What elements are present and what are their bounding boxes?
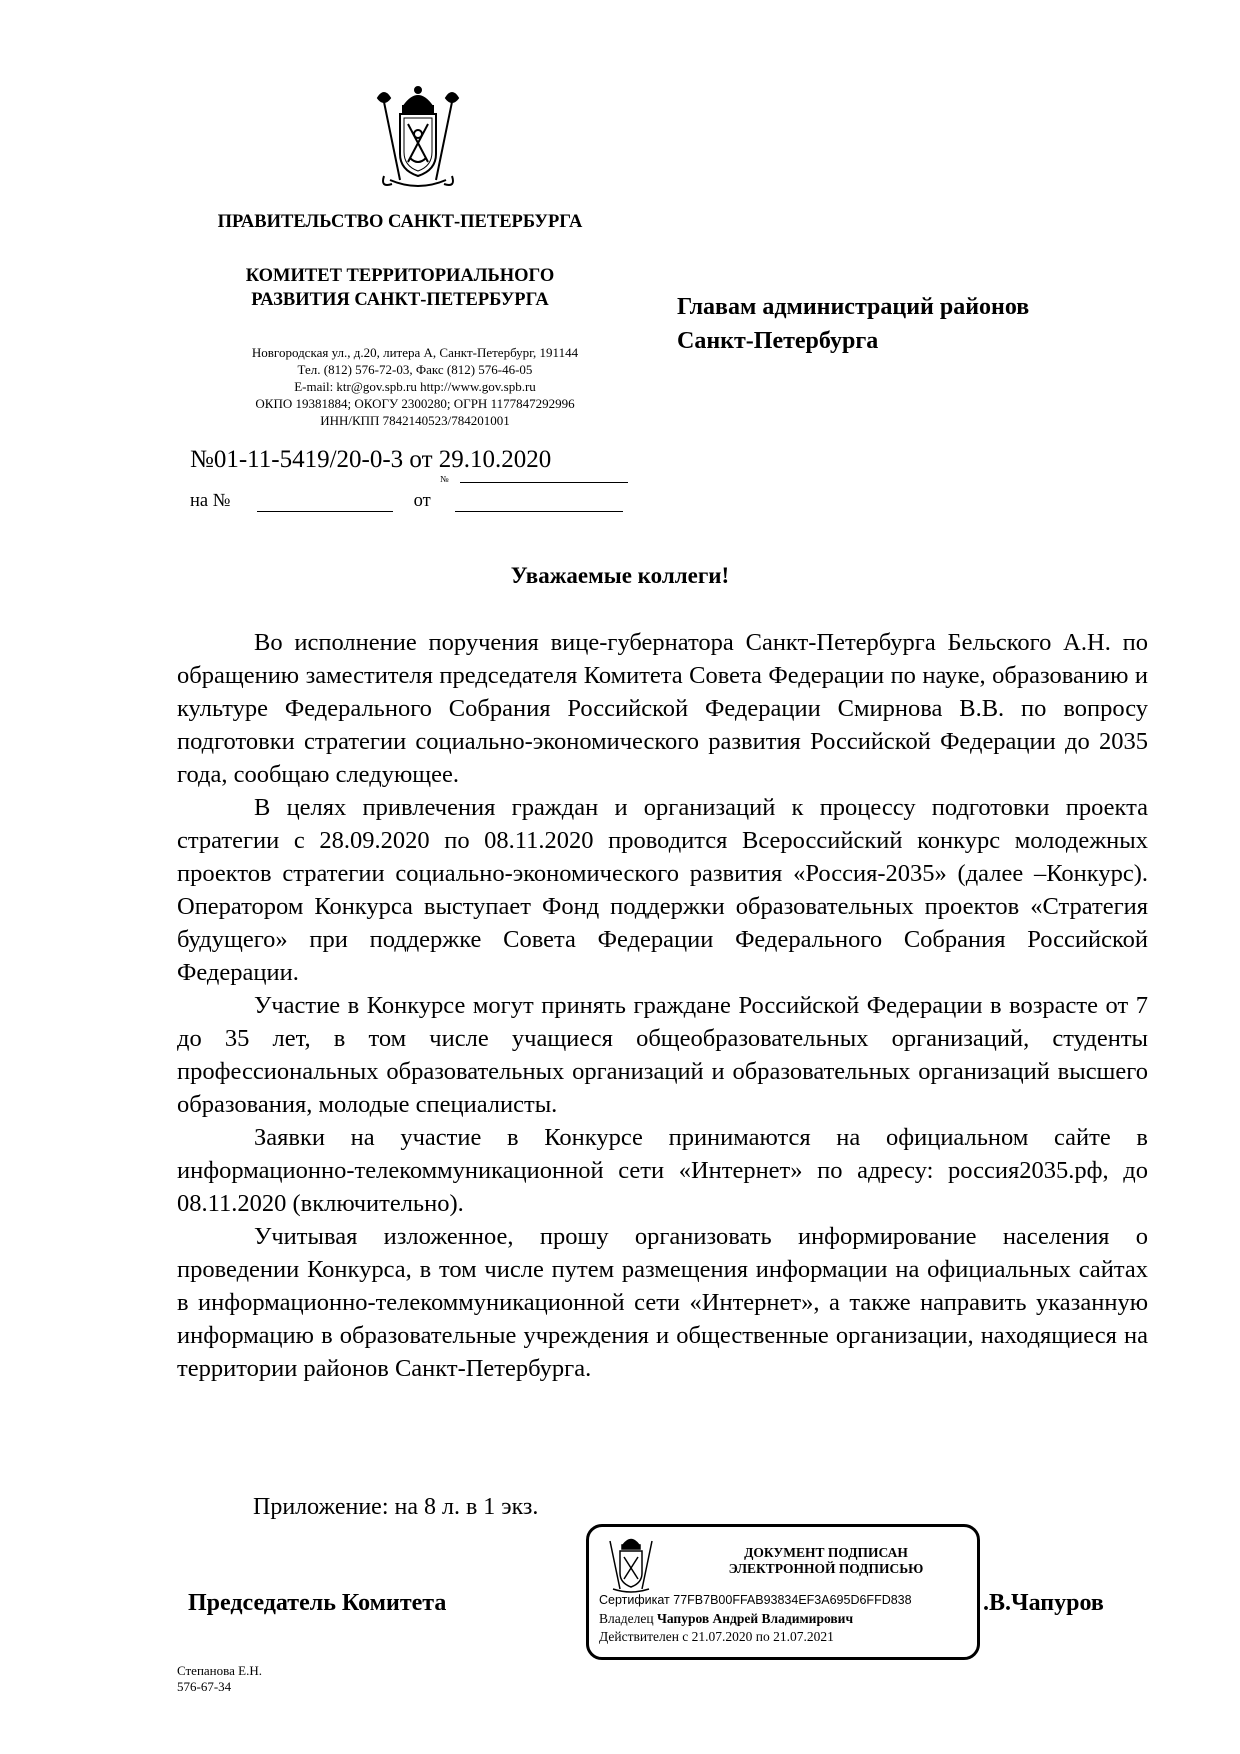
inn-line: ИНН/КПП 7842140523/784201001 [320, 413, 510, 428]
body-paragraph-2: В целях привлечения граждан и организаций к процессу подготовки проекта стратегии с 28.09.2020 по 08.11.2020 проводится Всероссийский конкурс молодежных проектов стратегии социально-экономического развития «Россия-2035» (далее –Конкурс). Оператором Конкурса выступает Фонд поддержки образовательных проектов «Стратегия будущего» при поддержке Совета Федерации Федерального Собрания Российской Федерации. [177, 794, 1148, 986]
executor-info [177, 1663, 262, 1695]
stamp-emblem-icon [603, 1533, 659, 1595]
executor-name: Степанова Е.Н. [177, 1663, 262, 1678]
letter-body [177, 626, 1148, 1385]
committee-line-2: РАЗВИТИЯ САНКТ-ПЕТЕРБУРГА [251, 290, 549, 310]
reply-date-label: от [413, 491, 431, 511]
stamp-owner-name: Чапуров Андрей Владимирович [656, 1611, 854, 1626]
committee-address-block [190, 344, 640, 429]
stamp-certificate: Сертификат 77FB7B00FFAB93834EF3A695D6FFD838 [599, 1593, 912, 1607]
reply-number-label: на № [190, 491, 231, 511]
registration-number: №01-11-5419/20-0-3 от 29.10.2020 [190, 446, 552, 473]
executor-phone: 576-67-34 [177, 1679, 232, 1694]
reply-date-blank [455, 493, 623, 512]
stamp-title-line-1: ДОКУМЕНТ ПОДПИСАН [744, 1545, 908, 1560]
email-line: E-mail: ktr@gov.spb.ru http://www.gov.spb.ru [294, 379, 536, 394]
body-paragraph-1: Во исполнение поручения вице-губернатора Санкт-Петербурга Бельского А.Н. по обращению заместителя председателя Комитета Совета Федерации по науке, образованию и культуре Федерального Собрания Российской Федерации Смирнова В.В. по вопросу подготовки стратегии социально-экономического развития Российской Федерации до 2035 года, сообщаю следующее. [177, 629, 1148, 788]
stamp-validity: Действителен с 21.07.2020 по 21.07.2021 [599, 1629, 834, 1644]
greeting: Уважаемые коллеги! [510, 563, 730, 588]
stamp-owner-label: Владелец [599, 1611, 654, 1626]
addressee-line-1: Главам администраций районов [677, 294, 1030, 320]
phone-line: Тел. (812) 576-72-03, Факс (812) 576-46-05 [297, 362, 533, 377]
address-line: Новгородская ул., д.20, литера А, Санкт-Петербург, 191144 [251, 345, 579, 360]
committee-line-1: КОМИТЕТ ТЕРРИТОРИАЛЬНОГО [245, 266, 555, 286]
body-paragraph-5: Учитывая изложенное, прошу организовать информирование населения о проведении Конкурса, в том числе путем размещения информации на официальных сайтах в информационно-телекоммуникационной сети «Интернет», а также направить указанную информацию в образовательные учреждения и общественные организации, находящиеся на территории районов Санкт-Петербурга. [177, 1223, 1148, 1382]
stamp-owner [599, 1611, 853, 1627]
signer-name: .В.Чапуров [983, 1590, 1104, 1616]
reply-number-blank [257, 493, 393, 512]
committee-name [180, 264, 620, 312]
codes-line: ОКПО 19381884; ОКОГУ 2300280; ОГРН 1177847292996 [255, 396, 575, 411]
signer-position: Председатель Комитета [188, 1590, 447, 1616]
electronic-signature-stamp [586, 1524, 980, 1660]
body-paragraph-3: Участие в Конкурсе могут принять граждане Российской Федерации в возрасте от 7 до 35 лет, в том числе учащиеся общеобразовательных организаций, студенты профессиональных образовательных организаций и образовательных организаций высшего образования, молодые специалисты. [177, 992, 1148, 1118]
government-title: ПРАВИТЕЛЬСТВО САНКТ-ПЕТЕРБУРГА [217, 212, 583, 232]
reply-reference-row [190, 491, 623, 512]
faint-number-sign: № [440, 474, 449, 484]
registration-underline [460, 482, 628, 483]
coat-of-arms-emblem [370, 84, 466, 192]
addressee-block [677, 290, 1029, 358]
addressee-line-2: Санкт-Петербурга [677, 328, 879, 354]
stamp-title-line-2: ЭЛЕКТРОННОЙ ПОДПИСЬЮ [728, 1561, 924, 1576]
body-paragraph-4: Заявки на участие в Конкурсе принимаются на официальном сайте в информационно-телекоммуникационной сети «Интернет» по адресу: россия2035.рф, до 08.11.2020 (включительно). [177, 1124, 1148, 1217]
attachment-note: Приложение: на 8 л. в 1 экз. [253, 1494, 539, 1520]
stamp-title [679, 1545, 973, 1577]
